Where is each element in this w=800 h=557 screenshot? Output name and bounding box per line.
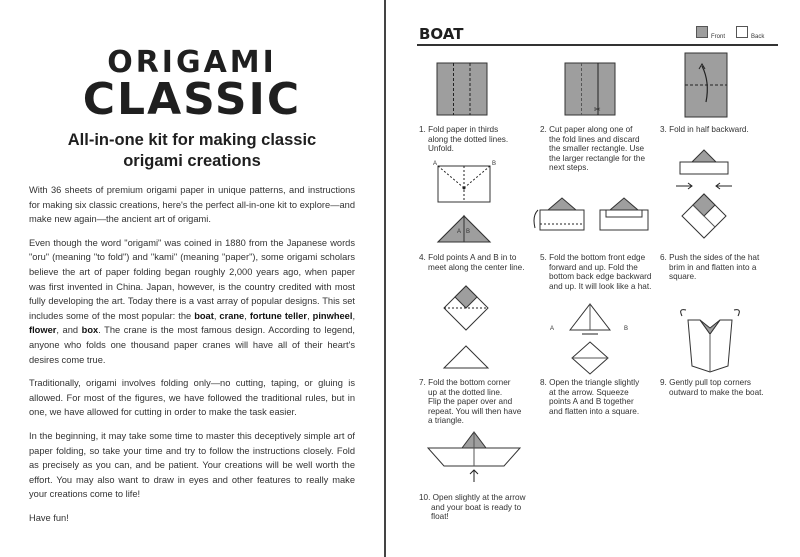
fold-arrow-icon xyxy=(534,210,538,228)
boat-title: BOAT xyxy=(419,25,464,43)
hat-brim xyxy=(680,162,728,174)
step-9-text xyxy=(660,378,790,397)
step-5-diagram xyxy=(532,196,662,236)
step-line: brim in and flatten into a xyxy=(669,262,757,272)
front-swatch xyxy=(696,26,708,38)
sep: , xyxy=(244,310,250,321)
scissors-icon: ✂ xyxy=(594,105,601,114)
step-2-text xyxy=(540,125,660,173)
step-line: 5. Fold the bottom front edge xyxy=(540,253,646,262)
step-6-text xyxy=(660,253,790,282)
sep: , xyxy=(352,310,356,321)
design-pinwheel: pinwheel xyxy=(312,310,353,321)
front-label: Front xyxy=(711,34,726,40)
step-line: 4. Fold points A and B in to xyxy=(419,253,517,262)
sep: , xyxy=(307,310,313,321)
step-line: and your boat is ready to xyxy=(431,502,522,512)
back-swatch xyxy=(736,26,748,38)
step-line: float! xyxy=(431,512,449,522)
step-4-text xyxy=(419,253,539,272)
step-line: 10. Open slightly at the arrow xyxy=(419,493,526,502)
step-line: up at the dotted line. xyxy=(428,387,503,397)
pull-arrow-icon xyxy=(734,310,739,316)
design-fortune-teller: fortune teller xyxy=(249,310,308,321)
paragraph-2 xyxy=(29,236,355,367)
hat-top xyxy=(692,150,716,162)
step-line: 6. Push the sides of the hat xyxy=(660,253,760,262)
paragraph-1: With 36 sheets of premium origami paper in unique patterns, and instructions for making six classic creations, here's the perfect all-in-one kit to explore—and make new again—the ancient art of origami. xyxy=(29,185,355,225)
pull-arrow-icon xyxy=(681,310,686,316)
paper-square xyxy=(437,63,487,115)
point-b-label: B xyxy=(466,229,471,235)
step-line: forward and up. Fold the xyxy=(549,262,638,272)
step-line: outward to make the boat. xyxy=(669,387,764,397)
step-10-text xyxy=(419,493,549,522)
step-line: points A and B together xyxy=(549,397,634,407)
step-8-diagram xyxy=(546,300,646,376)
step-line: a triangle. xyxy=(428,416,464,426)
step-line: the fold lines and discard xyxy=(549,134,640,144)
step-5-text xyxy=(540,253,665,291)
step-10-diagram xyxy=(424,428,524,494)
step-1-diagram xyxy=(436,62,488,116)
step-line: Unfold. xyxy=(428,144,454,154)
step-7-text xyxy=(419,378,539,426)
point-b-label: B xyxy=(624,326,629,332)
color-legend xyxy=(696,26,776,46)
paper-triangle xyxy=(444,346,488,368)
point-a-label: A xyxy=(433,161,438,167)
subtitle xyxy=(30,130,354,172)
paragraph-5: Have fun! xyxy=(29,512,69,523)
right-page xyxy=(386,0,800,557)
paragraph-3: Traditionally, origami involves folding only—no cutting, taping, or gluing is allowed. For most of the figures, we have followed the traditional rules, but in one, we have allowed for cutting in order to make the task easier. xyxy=(29,378,355,418)
step-3-text xyxy=(660,125,790,135)
intro-text xyxy=(29,183,355,534)
paragraph-4: In the beginning, it may take some time to master this deceptively simple art of paper folding, so take your time and try to follow the instructions closely. Fold as precisely as you can, and be patient. Your creations will be well worth the effort. You may also want to draw in eyes and other features to really make your creations come to life! xyxy=(29,430,355,500)
design-box: box xyxy=(81,325,99,336)
step-line: the larger rectangle for the xyxy=(549,153,646,163)
step-line: 7. Fold the bottom corner xyxy=(419,378,511,387)
step-line: square. xyxy=(669,272,697,282)
hat-brim xyxy=(540,210,584,230)
hat-top xyxy=(548,198,576,210)
title-origami: ORIGAMI xyxy=(107,45,277,80)
step-7-diagram xyxy=(436,284,498,374)
step-line: 9. Gently pull top corners xyxy=(660,378,752,387)
step-line: along the dotted lines. xyxy=(428,134,509,144)
point-a-label: A xyxy=(457,229,462,235)
step-line: at the arrow. Squeeze xyxy=(549,387,629,397)
step-8-text xyxy=(540,378,665,416)
step-4-diagram xyxy=(430,158,500,248)
step-line: repeat. You will then have xyxy=(428,406,522,416)
subtitle-line2: origami creations xyxy=(123,152,261,170)
step-line: the smaller rectangle. Use xyxy=(549,144,645,154)
title-classic: CLASSIC xyxy=(82,74,302,125)
step-line: 3. Fold in half backward. xyxy=(660,125,749,134)
hat-top xyxy=(610,198,638,210)
step-3-diagram xyxy=(684,52,728,118)
paper-rect xyxy=(565,63,615,115)
design-flower: flower xyxy=(29,325,57,336)
step-line: 2. Cut paper along one of xyxy=(540,125,633,134)
step-line: and flatten into a square. xyxy=(549,406,640,416)
design-boat: boat xyxy=(194,310,214,321)
step-9-diagram xyxy=(676,306,748,376)
step-line: Flip the paper over and xyxy=(428,397,513,407)
meet-point xyxy=(463,187,466,190)
sep: , xyxy=(213,310,220,321)
hat-band xyxy=(606,210,642,217)
step-line: 1. Fold paper in thirds xyxy=(419,125,499,134)
left-page xyxy=(0,0,384,557)
back-label: Back xyxy=(751,34,765,40)
subtitle-line1: All-in-one kit for making classic xyxy=(67,131,317,149)
p2-text-a: Even though the word "origami" was coined in 1880 from the Japanese words "oru" (meaning "to fold") and "kami" (meaning "paper"), some origami scholars believe the art of paper folding began roughly 2,000 years ago, when paper was first invented in China. Japan, however, is the country credited with most fully developing the art. Today there is a vast array of popular designs. This set includes some of the most popular: the xyxy=(29,237,355,321)
point-b-label: B xyxy=(492,161,497,167)
step-line: 8. Open the triangle slightly xyxy=(540,378,640,387)
step-6-diagram xyxy=(676,148,748,248)
p2-text-b: . The crane is the most famous design. According to legend, anyone who folds one thousand paper cranes will have all of their heart's desires come true. xyxy=(29,325,356,365)
point-a-label: A xyxy=(550,326,555,332)
design-crane: crane xyxy=(219,310,245,321)
step-line: meet along the center line. xyxy=(428,262,525,272)
step-1-text xyxy=(419,125,529,154)
step-2-diagram xyxy=(564,62,616,116)
sep: , and xyxy=(56,325,82,336)
step-line: and up. It will look like a hat. xyxy=(549,281,652,291)
step-line: next steps. xyxy=(549,163,589,173)
step-line: bottom back edge backward xyxy=(549,272,652,282)
